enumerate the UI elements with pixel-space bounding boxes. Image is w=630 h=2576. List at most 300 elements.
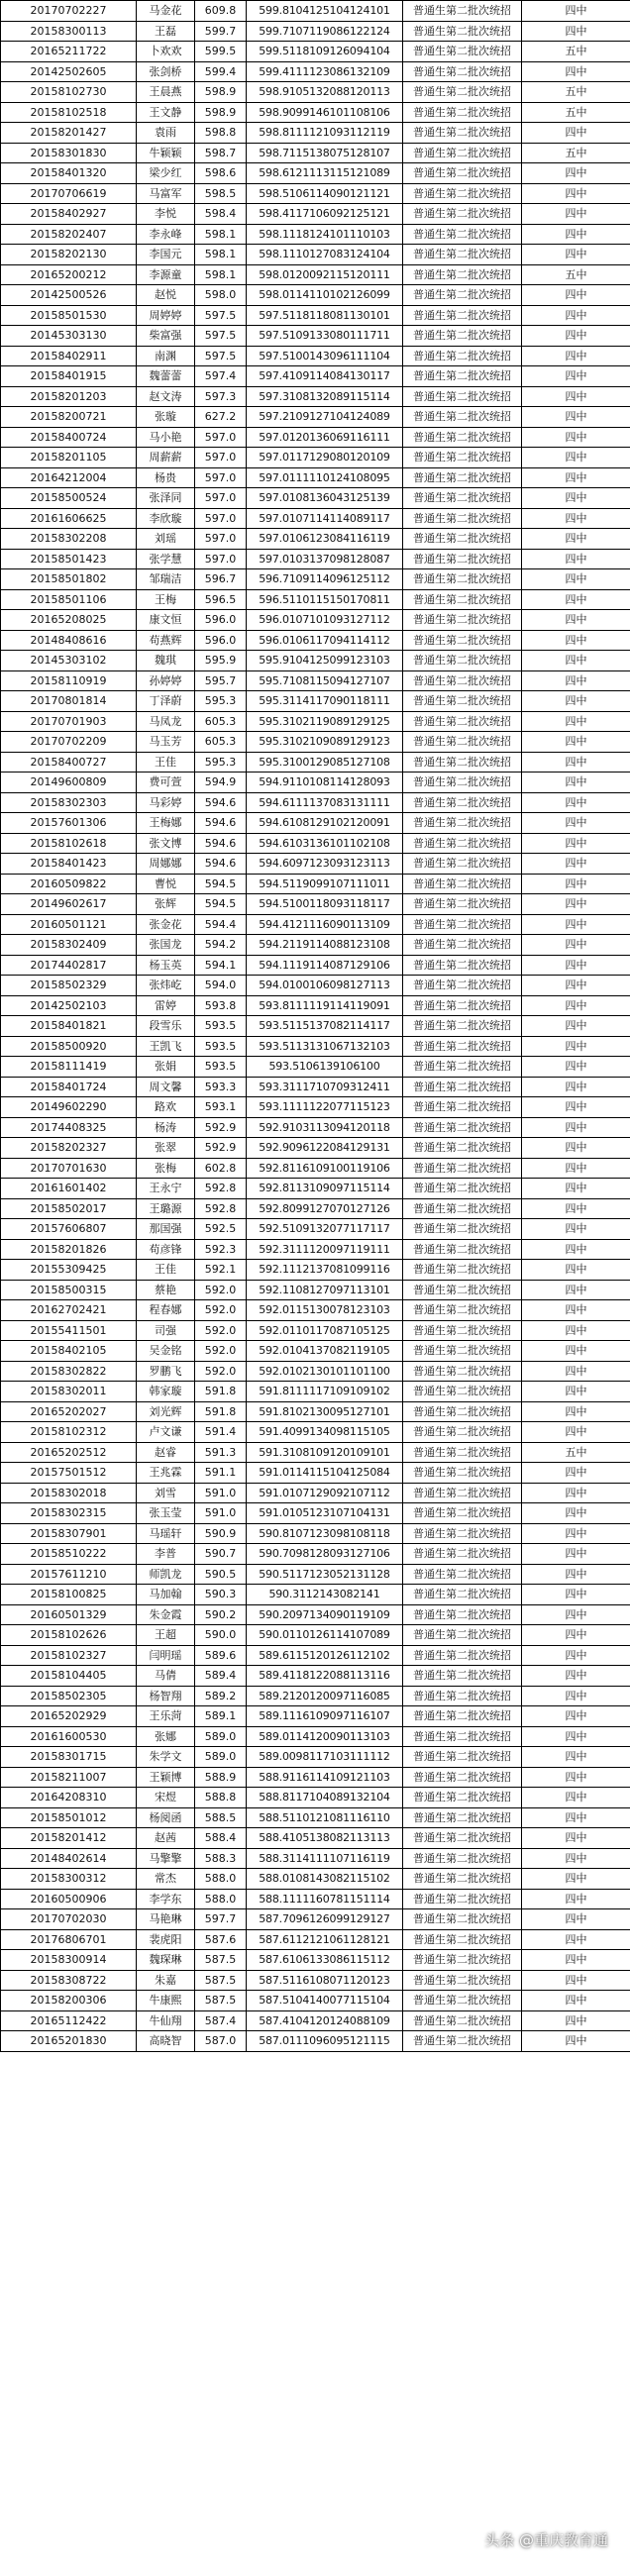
table-row — [1, 123, 630, 144]
score-cell: 596.5 — [195, 589, 247, 610]
score-cell: 597.0 — [195, 529, 247, 550]
student-id-cell: 20158501423 — [1, 549, 137, 569]
student-name-cell: 蔡艳 — [137, 1280, 195, 1300]
school-cell: 四中 — [522, 285, 630, 306]
student-name-cell: 袁雨 — [137, 123, 195, 144]
batch-cell: 普通生第二批次统招 — [403, 752, 522, 773]
score-cell: 597.3 — [195, 386, 247, 407]
table-row — [1, 1057, 630, 1078]
score-cell: 596.0 — [195, 610, 247, 631]
table-row — [1, 651, 630, 671]
school-cell: 四中 — [522, 549, 630, 569]
batch-cell: 普通生第二批次统招 — [403, 691, 522, 712]
composite-number-cell: 587.6112121061128121 — [247, 1929, 403, 1950]
batch-cell: 普通生第二批次统招 — [403, 346, 522, 366]
score-cell: 590.0 — [195, 1625, 247, 1646]
school-cell: 四中 — [522, 163, 630, 184]
student-name-cell: 康文恒 — [137, 610, 195, 631]
school-cell: 四中 — [522, 326, 630, 347]
composite-number-cell: 595.3100129085127108 — [247, 752, 403, 773]
table-row — [1, 264, 630, 285]
score-cell: 595.7 — [195, 670, 247, 691]
student-name-cell: 刘瑶 — [137, 529, 195, 550]
composite-number-cell: 598.6121113115121089 — [247, 163, 403, 184]
school-cell: 四中 — [522, 1463, 630, 1484]
score-cell: 596.0 — [195, 630, 247, 651]
composite-number-cell: 598.1118124101110103 — [247, 224, 403, 245]
score-cell: 592.0 — [195, 1320, 247, 1341]
batch-cell: 普通生第二批次统招 — [403, 1929, 522, 1950]
school-cell: 四中 — [522, 386, 630, 407]
composite-number-cell: 592.3111120097119111 — [247, 1239, 403, 1260]
student-name-cell: 王兆霖 — [137, 1463, 195, 1484]
score-cell: 591.3 — [195, 1442, 247, 1463]
school-cell: 四中 — [522, 427, 630, 448]
score-cell: 598.8 — [195, 123, 247, 144]
score-cell: 592.8 — [195, 1198, 247, 1219]
school-cell: 四中 — [522, 1260, 630, 1281]
school-cell: 四中 — [522, 1483, 630, 1503]
batch-cell: 普通生第二批次统招 — [403, 651, 522, 671]
composite-number-cell: 592.8099127070127126 — [247, 1198, 403, 1219]
table-row — [1, 1523, 630, 1544]
composite-number-cell: 597.0103137098128087 — [247, 549, 403, 569]
batch-cell: 普通生第二批次统招 — [403, 488, 522, 509]
school-cell: 四中 — [522, 1523, 630, 1544]
table-row — [1, 143, 630, 163]
composite-number-cell: 591.0114115104125084 — [247, 1463, 403, 1484]
school-cell: 四中 — [522, 448, 630, 468]
student-id-cell: 20174408325 — [1, 1117, 137, 1138]
student-id-cell: 20158402105 — [1, 1341, 137, 1362]
score-cell: 602.8 — [195, 1158, 247, 1179]
student-id-cell: 20158307901 — [1, 1523, 137, 1544]
batch-cell: 普通生第二批次统招 — [403, 42, 522, 62]
school-cell: 五中 — [522, 102, 630, 123]
batch-cell: 普通生第二批次统招 — [403, 610, 522, 631]
student-name-cell: 马倩 — [137, 1666, 195, 1687]
student-name-cell: 苟燕辉 — [137, 630, 195, 651]
student-name-cell: 王梅 — [137, 589, 195, 610]
score-cell: 592.9 — [195, 1117, 247, 1138]
student-id-cell: 20158401724 — [1, 1077, 137, 1097]
batch-cell: 普通生第二批次统招 — [403, 1848, 522, 1869]
student-name-cell: 李欣璇 — [137, 508, 195, 529]
table-row — [1, 1463, 630, 1484]
batch-cell: 普通生第二批次统招 — [403, 245, 522, 265]
score-cell: 593.1 — [195, 1097, 247, 1118]
batch-cell: 普通生第二批次统招 — [403, 833, 522, 854]
score-cell: 596.7 — [195, 569, 247, 590]
composite-number-cell: 587.7096126099129127 — [247, 1909, 403, 1930]
student-id-cell: 20158200306 — [1, 1991, 137, 2011]
composite-number-cell: 590.0110126114107089 — [247, 1625, 403, 1646]
table-row — [1, 1401, 630, 1422]
table-row — [1, 326, 630, 347]
batch-cell: 普通生第二批次统招 — [403, 1016, 522, 1037]
table-row — [1, 204, 630, 225]
school-cell: 四中 — [522, 914, 630, 935]
student-name-cell: 赵睿 — [137, 1442, 195, 1463]
student-id-cell: 20158400727 — [1, 752, 137, 773]
table-row — [1, 691, 630, 712]
school-cell: 四中 — [522, 813, 630, 834]
score-cell: 595.9 — [195, 651, 247, 671]
batch-cell: 普通生第二批次统招 — [403, 1320, 522, 1341]
batch-cell: 普通生第二批次统招 — [403, 305, 522, 326]
score-cell: 594.2 — [195, 935, 247, 956]
student-name-cell: 刘雪 — [137, 1483, 195, 1503]
table-row — [1, 82, 630, 103]
batch-cell: 普通生第二批次统招 — [403, 326, 522, 347]
school-cell: 四中 — [522, 1097, 630, 1118]
table-row — [1, 285, 630, 306]
score-cell: 597.5 — [195, 305, 247, 326]
composite-number-cell: 589.0114120090113103 — [247, 1726, 403, 1747]
school-cell: 四中 — [522, 183, 630, 204]
school-cell: 四中 — [522, 1341, 630, 1362]
composite-number-cell: 597.5118118081130101 — [247, 305, 403, 326]
batch-cell: 普通生第二批次统招 — [403, 630, 522, 651]
score-cell: 592.0 — [195, 1341, 247, 1362]
score-cell: 590.2 — [195, 1604, 247, 1625]
composite-number-cell: 597.0107114114089117 — [247, 508, 403, 529]
score-cell: 598.9 — [195, 82, 247, 103]
student-id-cell: 20158102518 — [1, 102, 137, 123]
score-cell: 594.5 — [195, 894, 247, 915]
student-id-cell: 20158401821 — [1, 1016, 137, 1037]
student-id-cell: 20165208025 — [1, 610, 137, 631]
school-cell: 四中 — [522, 1, 630, 22]
student-name-cell: 魏蕾蕾 — [137, 366, 195, 387]
score-cell: 589.0 — [195, 1726, 247, 1747]
composite-number-cell: 591.0105123107104131 — [247, 1503, 403, 1524]
score-cell: 594.6 — [195, 813, 247, 834]
student-id-cell: 20158502305 — [1, 1686, 137, 1706]
school-cell: 四中 — [522, 1422, 630, 1443]
score-cell: 599.7 — [195, 21, 247, 42]
score-cell: 609.8 — [195, 1, 247, 22]
student-name-cell: 雷婷 — [137, 995, 195, 1016]
score-cell: 593.5 — [195, 1057, 247, 1078]
student-id-cell: 20155309425 — [1, 1260, 137, 1281]
score-cell: 594.1 — [195, 955, 247, 976]
school-cell: 四中 — [522, 955, 630, 976]
school-cell: 四中 — [522, 569, 630, 590]
table-row — [1, 1117, 630, 1138]
student-name-cell: 孙婷婷 — [137, 670, 195, 691]
composite-number-cell: 592.0104137082119105 — [247, 1341, 403, 1362]
student-id-cell: 20158401423 — [1, 854, 137, 875]
composite-number-cell: 593.5106139106100 — [247, 1057, 403, 1078]
table-row — [1, 1991, 630, 2011]
student-id-cell: 20158301830 — [1, 143, 137, 163]
student-name-cell: 张梅 — [137, 1158, 195, 1179]
student-id-cell: 20160500906 — [1, 1889, 137, 1909]
student-id-cell: 20158102618 — [1, 833, 137, 854]
school-cell: 四中 — [522, 1848, 630, 1869]
score-cell: 593.8 — [195, 995, 247, 1016]
table-row — [1, 1239, 630, 1260]
student-name-cell: 张璇 — [137, 407, 195, 428]
student-name-cell: 王颖博 — [137, 1767, 195, 1788]
school-cell: 四中 — [522, 1625, 630, 1646]
school-cell: 四中 — [522, 1686, 630, 1706]
batch-cell: 普通生第二批次统招 — [403, 1179, 522, 1199]
score-cell: 597.0 — [195, 427, 247, 448]
composite-number-cell: 593.8111119114119091 — [247, 995, 403, 1016]
table-row — [1, 427, 630, 448]
student-name-cell: 宋煜 — [137, 1788, 195, 1808]
school-cell: 四中 — [522, 1991, 630, 2011]
batch-cell: 普通生第二批次统招 — [403, 366, 522, 387]
composite-number-cell: 597.5100143096111104 — [247, 346, 403, 366]
score-cell: 595.3 — [195, 691, 247, 712]
composite-number-cell: 587.6106133086115112 — [247, 1950, 403, 1971]
table-row — [1, 874, 630, 894]
student-id-cell: 20158100825 — [1, 1585, 137, 1605]
score-cell: 598.1 — [195, 245, 247, 265]
school-cell: 四中 — [522, 1747, 630, 1768]
table-row — [1, 407, 630, 428]
school-cell: 四中 — [522, 894, 630, 915]
student-id-cell: 20161606625 — [1, 508, 137, 529]
composite-number-cell: 596.5110115150170811 — [247, 589, 403, 610]
student-name-cell: 王璐源 — [137, 1198, 195, 1219]
composite-number-cell: 596.7109114096125112 — [247, 569, 403, 590]
table-row — [1, 854, 630, 875]
table-row — [1, 955, 630, 976]
composite-number-cell: 598.8111121093112119 — [247, 123, 403, 144]
student-id-cell: 20170702209 — [1, 732, 137, 753]
batch-cell: 普通生第二批次统招 — [403, 955, 522, 976]
table-row — [1, 1666, 630, 1687]
school-cell: 四中 — [522, 1970, 630, 1991]
score-cell: 588.8 — [195, 1788, 247, 1808]
batch-cell: 普通生第二批次统招 — [403, 1239, 522, 1260]
table-row — [1, 935, 630, 956]
student-id-cell: 20170702030 — [1, 1909, 137, 1930]
batch-cell: 普通生第二批次统招 — [403, 1645, 522, 1666]
table-row — [1, 894, 630, 915]
batch-cell: 普通生第二批次统招 — [403, 2031, 522, 2052]
table-row — [1, 1483, 630, 1503]
composite-number-cell: 587.4104120124088109 — [247, 2010, 403, 2031]
score-cell: 590.7 — [195, 1544, 247, 1565]
student-name-cell: 张金花 — [137, 914, 195, 935]
school-cell: 四中 — [522, 1057, 630, 1078]
school-cell: 四中 — [522, 854, 630, 875]
student-id-cell: 20158102730 — [1, 82, 137, 103]
school-cell: 五中 — [522, 1442, 630, 1463]
school-cell: 四中 — [522, 1361, 630, 1382]
table-row — [1, 1604, 630, 1625]
score-cell: 591.8 — [195, 1401, 247, 1422]
table-row — [1, 589, 630, 610]
student-name-cell: 司强 — [137, 1320, 195, 1341]
student-id-cell: 20149600809 — [1, 773, 137, 793]
student-name-cell: 李源童 — [137, 264, 195, 285]
student-id-cell: 20158501012 — [1, 1807, 137, 1828]
composite-number-cell: 592.0110117087105125 — [247, 1320, 403, 1341]
table-row — [1, 1260, 630, 1281]
table-row — [1, 569, 630, 590]
school-cell: 四中 — [522, 630, 630, 651]
composite-number-cell: 598.4117106092125121 — [247, 204, 403, 225]
school-cell: 四中 — [522, 1300, 630, 1321]
composite-number-cell: 599.5118109126094104 — [247, 42, 403, 62]
student-name-cell: 杨阅函 — [137, 1807, 195, 1828]
student-name-cell: 王梅娜 — [137, 813, 195, 834]
student-name-cell: 高晓智 — [137, 2031, 195, 2052]
batch-cell: 普通生第二批次统招 — [403, 163, 522, 184]
composite-number-cell: 588.4105138082113113 — [247, 1828, 403, 1849]
student-id-cell: 20158300312 — [1, 1869, 137, 1890]
table-row — [1, 245, 630, 265]
student-name-cell: 马凤龙 — [137, 711, 195, 732]
student-name-cell: 段雪乐 — [137, 1016, 195, 1037]
student-id-cell: 20158211007 — [1, 1767, 137, 1788]
batch-cell: 普通生第二批次统招 — [403, 1, 522, 22]
school-cell: 四中 — [522, 1645, 630, 1666]
student-name-cell: 周薪薪 — [137, 448, 195, 468]
table-row — [1, 1422, 630, 1443]
batch-cell: 普通生第二批次统招 — [403, 1909, 522, 1930]
table-row — [1, 1970, 630, 1991]
student-name-cell: 王磊 — [137, 21, 195, 42]
score-cell: 595.3 — [195, 752, 247, 773]
score-cell: 605.3 — [195, 732, 247, 753]
batch-cell: 普通生第二批次统招 — [403, 467, 522, 488]
student-id-cell: 20158401320 — [1, 163, 137, 184]
school-cell: 四中 — [522, 1604, 630, 1625]
batch-cell: 普通生第二批次统招 — [403, 1950, 522, 1971]
batch-cell: 普通生第二批次统招 — [403, 1747, 522, 1768]
batch-cell: 普通生第二批次统招 — [403, 61, 522, 82]
table-row — [1, 1280, 630, 1300]
composite-number-cell: 592.9103113094120118 — [247, 1117, 403, 1138]
composite-number-cell: 595.9104125099123103 — [247, 651, 403, 671]
composite-number-cell: 596.0106117094114112 — [247, 630, 403, 651]
score-cell: 589.1 — [195, 1706, 247, 1727]
score-cell: 588.3 — [195, 1848, 247, 1869]
composite-number-cell: 599.7107119086122124 — [247, 21, 403, 42]
batch-cell: 普通生第二批次统招 — [403, 1463, 522, 1484]
school-cell: 四中 — [522, 670, 630, 691]
school-cell: 四中 — [522, 1889, 630, 1909]
student-name-cell: 梁少红 — [137, 163, 195, 184]
student-name-cell: 王凯飞 — [137, 1036, 195, 1057]
student-id-cell: 20170701903 — [1, 711, 137, 732]
batch-cell: 普通生第二批次统招 — [403, 1604, 522, 1625]
batch-cell: 普通生第二批次统招 — [403, 264, 522, 285]
composite-number-cell: 597.4109114084130117 — [247, 366, 403, 387]
score-cell: 587.4 — [195, 2010, 247, 2031]
student-id-cell: 20170702227 — [1, 1, 137, 22]
batch-cell: 普通生第二批次统招 — [403, 1117, 522, 1138]
school-cell: 四中 — [522, 1950, 630, 1971]
table-row — [1, 1848, 630, 1869]
batch-cell: 普通生第二批次统招 — [403, 1057, 522, 1078]
student-id-cell: 20165211722 — [1, 42, 137, 62]
student-id-cell: 20158302018 — [1, 1483, 137, 1503]
student-name-cell: 王佳 — [137, 752, 195, 773]
school-cell: 四中 — [522, 1117, 630, 1138]
score-cell: 597.0 — [195, 508, 247, 529]
table-row — [1, 529, 630, 550]
composite-number-cell: 591.3108109120109101 — [247, 1442, 403, 1463]
table-row — [1, 1442, 630, 1463]
student-id-cell: 20164208310 — [1, 1788, 137, 1808]
student-name-cell: 卜欢欢 — [137, 42, 195, 62]
batch-cell: 普通生第二批次统招 — [403, 1788, 522, 1808]
table-row — [1, 1097, 630, 1118]
student-id-cell: 20158401915 — [1, 366, 137, 387]
student-id-cell: 20158300914 — [1, 1950, 137, 1971]
student-id-cell: 20160501121 — [1, 914, 137, 935]
student-id-cell: 20158402911 — [1, 346, 137, 366]
school-cell: 四中 — [522, 488, 630, 509]
score-cell: 593.5 — [195, 1016, 247, 1037]
table-row — [1, 2010, 630, 2031]
composite-number-cell: 587.0111096095121115 — [247, 2031, 403, 2052]
student-id-cell: 20158501530 — [1, 305, 137, 326]
school-cell: 四中 — [522, 1077, 630, 1097]
student-id-cell: 20158302303 — [1, 792, 137, 813]
student-name-cell: 张学慧 — [137, 549, 195, 569]
table-row — [1, 1544, 630, 1565]
student-id-cell: 20149602290 — [1, 1097, 137, 1118]
table-row — [1, 1, 630, 22]
score-cell: 591.8 — [195, 1382, 247, 1402]
student-name-cell: 魏琪 — [137, 651, 195, 671]
student-name-cell: 马艳琳 — [137, 1909, 195, 1930]
composite-number-cell: 588.1111160781151114 — [247, 1889, 403, 1909]
table-row — [1, 1869, 630, 1890]
school-cell: 四中 — [522, 245, 630, 265]
table-row — [1, 1909, 630, 1930]
batch-cell: 普通生第二批次统招 — [403, 1198, 522, 1219]
student-name-cell: 丁泽蔚 — [137, 691, 195, 712]
table-row — [1, 1341, 630, 1362]
composite-number-cell: 588.3114111107116119 — [247, 1848, 403, 1869]
composite-number-cell: 598.9105132088120113 — [247, 82, 403, 103]
batch-cell: 普通生第二批次统招 — [403, 732, 522, 753]
composite-number-cell: 590.8107123098108118 — [247, 1523, 403, 1544]
table-row — [1, 792, 630, 813]
table-row — [1, 732, 630, 753]
composite-number-cell: 591.4099134098115105 — [247, 1422, 403, 1443]
student-id-cell: 20158102327 — [1, 1645, 137, 1666]
score-cell: 598.7 — [195, 143, 247, 163]
school-cell: 五中 — [522, 42, 630, 62]
score-cell: 587.5 — [195, 1950, 247, 1971]
student-id-cell: 20170801814 — [1, 691, 137, 712]
student-id-cell: 20165200212 — [1, 264, 137, 285]
composite-number-cell: 589.2120120097116085 — [247, 1686, 403, 1706]
composite-number-cell: 594.0100106098127113 — [247, 976, 403, 996]
student-name-cell: 裴虎阳 — [137, 1929, 195, 1950]
score-cell: 605.3 — [195, 711, 247, 732]
student-id-cell: 20158308722 — [1, 1970, 137, 1991]
student-id-cell: 20158302822 — [1, 1361, 137, 1382]
student-id-cell: 20158201826 — [1, 1239, 137, 1260]
composite-number-cell: 594.5119099107111011 — [247, 874, 403, 894]
score-cell: 587.5 — [195, 1970, 247, 1991]
student-name-cell: 王永宁 — [137, 1179, 195, 1199]
table-row — [1, 813, 630, 834]
batch-cell: 普通生第二批次统招 — [403, 792, 522, 813]
